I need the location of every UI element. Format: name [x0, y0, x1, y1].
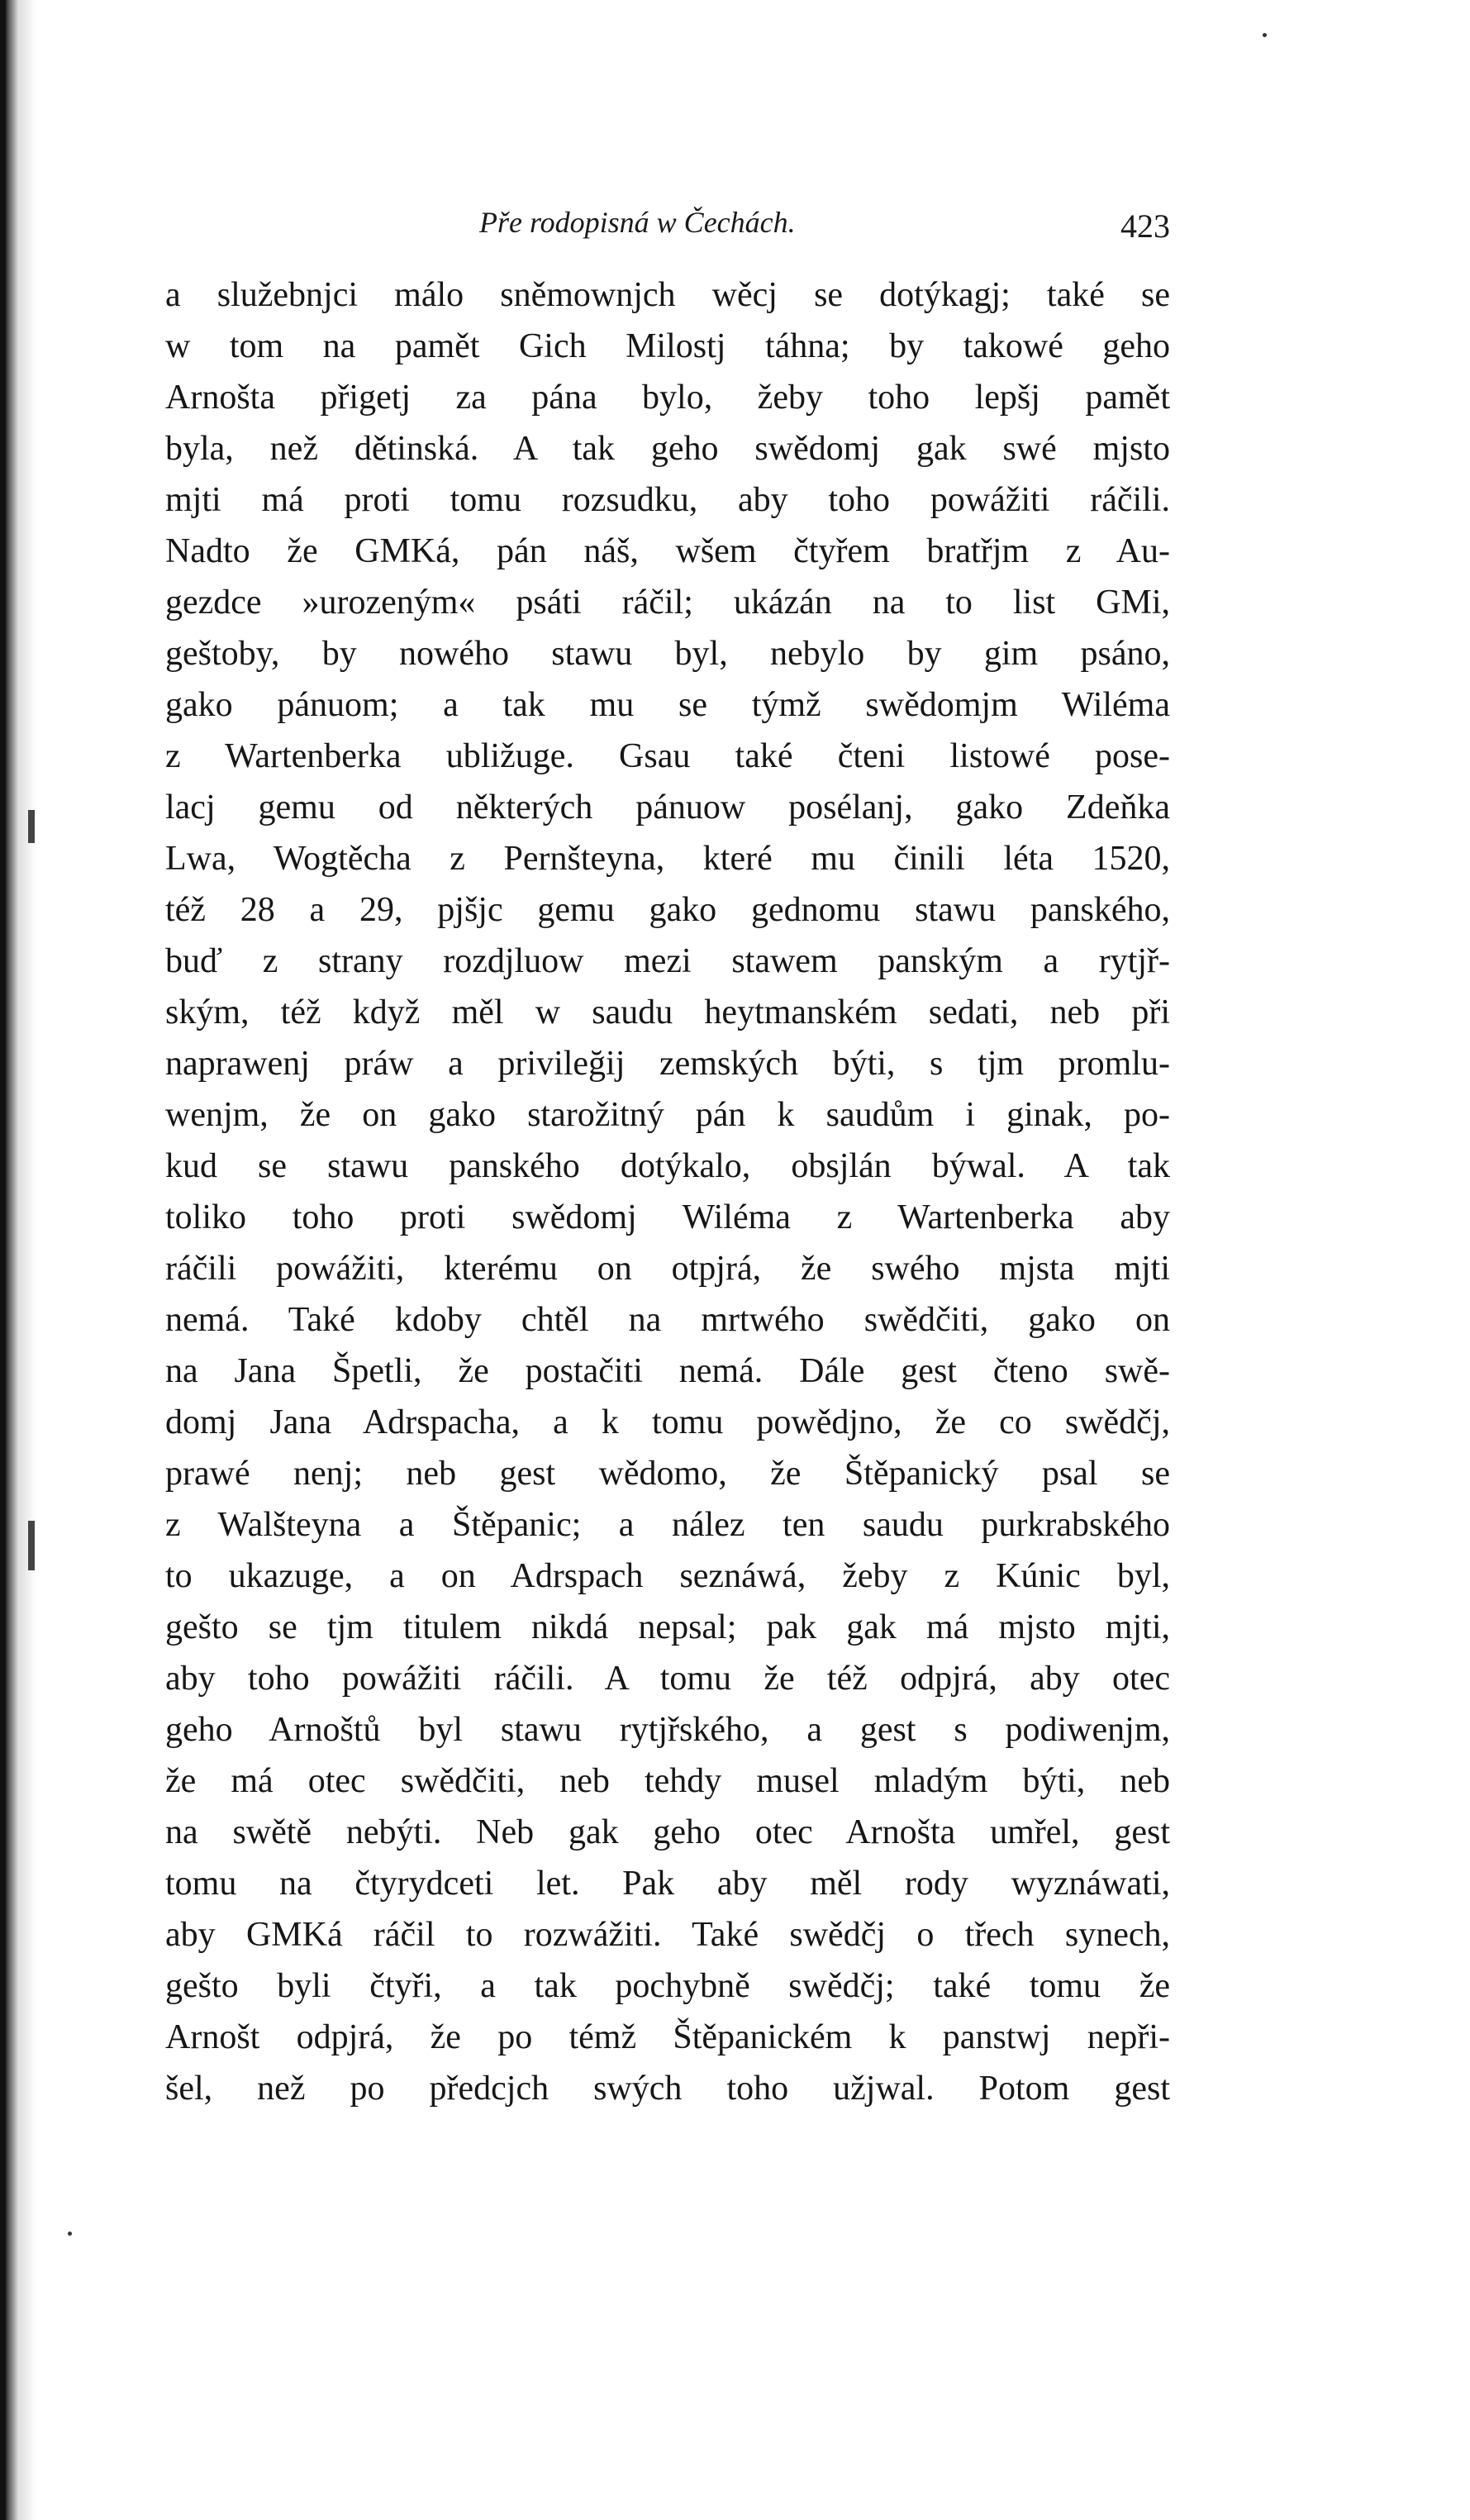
scan-artifact [28, 810, 35, 843]
text-line: kud se stawu panského dotýkalo, obsjlán býwal. A tak [165, 1147, 1170, 1185]
text-line: gešto byli čtyři, a tak pochybně swědčj; také tomu že [165, 1967, 1170, 2005]
text-line: mjti má proti tomu rozsudku, aby toho powážiti ráčili. [165, 481, 1170, 519]
scan-artifact [28, 1521, 35, 1570]
body-text [165, 269, 1170, 2114]
text-line: geho Arnoštů byl stawu rytjřského, a gest s podiwenjm, [165, 1711, 1170, 1749]
text-line: to ukazuge, a on Adrspach seznáwá, žeby z Kúnic byl, [165, 1557, 1170, 1595]
text-line: na swětě nebýti. Neb gak geho otec Arnošta umřel, gest [165, 1813, 1170, 1851]
text-line: geštoby, by nowého stawu byl, nebylo by gim psáno, [165, 635, 1170, 673]
text-line: byla, než dětinská. A tak geho swědomj gak swé mjsto [165, 430, 1170, 468]
text-line: gezdce »urozeným« psáti ráčil; ukázán na to list GMi, [165, 584, 1170, 622]
text-line: ským, též když měl w saudu heytmanském sedati, neb při [165, 993, 1170, 1031]
text-line: buď z strany rozdjluow mezi stawem panským a rytjř- [165, 942, 1170, 980]
text-line: ráčili powážiti, kterému on otpjrá, že swého mjsta mjti [165, 1250, 1170, 1288]
scan-dot [1263, 33, 1267, 37]
text-line: w tom na pamět Gich Milostj táhna; by takowé geho [165, 327, 1170, 365]
text-line: na Jana Špetli, že postačiti nemá. Dále gest čteno swě- [165, 1352, 1170, 1390]
scan-left-edge [0, 0, 36, 2520]
text-line: prawé nenj; neb gest wědomo, že Štěpanický psal se [165, 1455, 1170, 1493]
text-line: a služebnjci málo sněmownjch wěcj se dotýkagj; také se [165, 276, 1170, 314]
text-line: šel, než po předcjch swých toho užjwal. Potom gest [165, 2070, 1170, 2108]
page-number: 423 [1120, 207, 1170, 245]
page-header [165, 197, 1170, 255]
text-line: gešto se tjm titulem nikdá nepsal; pak gak má mjsto mjti, [165, 1608, 1170, 1646]
text-line: tomu na čtyrydceti let. Pak aby měl rody wyznáwati, [165, 1865, 1170, 1903]
text-line: nemá. Také kdoby chtěl na mrtwého swědčiti, gako on [165, 1301, 1170, 1339]
text-line: Lwa, Wogtěcha z Pernšteyna, které mu činili léta 1520, [165, 840, 1170, 878]
text-line: z Walšteyna a Štěpanic; a nález ten saudu purkrabského [165, 1506, 1170, 1544]
text-line: toliko toho proti swědomj Wiléma z Wartenberka aby [165, 1198, 1170, 1236]
text-line: Arnošt odpjrá, že po témž Štěpanickém k panstwj nepři- [165, 2018, 1170, 2056]
running-title: Pře rodopisná w Čechách. [479, 206, 796, 239]
text-line: též 28 a 29, pjšjc gemu gako gednomu stawu panského, [165, 891, 1170, 929]
text-line: že má otec swědčiti, neb tehdy musel mladým býti, neb [165, 1762, 1170, 1800]
text-line: Nadto že GMKá, pán náš, wšem čtyřem bratřjm z Au- [165, 532, 1170, 570]
text-line: domj Jana Adrspacha, a k tomu powědjno, že co swědčj, [165, 1403, 1170, 1441]
text-line: lacj gemu od některých pánuow posélanj, gako Zdeňka [165, 788, 1170, 827]
text-line: gako pánuom; a tak mu se týmž swědomjm Wiléma [165, 686, 1170, 724]
text-line: wenjm, že on gako starožitný pán k saudům i ginak, po- [165, 1096, 1170, 1134]
text-line: aby GMKá ráčil to rozwážiti. Také swědčj o třech synech, [165, 1916, 1170, 1954]
scan-dot [68, 2232, 72, 2236]
text-line: naprawenj práw a privileğij zemských býti, s tjm promlu- [165, 1045, 1170, 1083]
text-line: aby toho powážiti ráčili. A tomu že též odpjrá, aby otec [165, 1660, 1170, 1698]
text-line: z Wartenberka ubližuge. Gsau také čteni listowé pose- [165, 737, 1170, 775]
text-line: Arnošta přigetj za pána bylo, žeby toho lepšj pamět [165, 379, 1170, 417]
